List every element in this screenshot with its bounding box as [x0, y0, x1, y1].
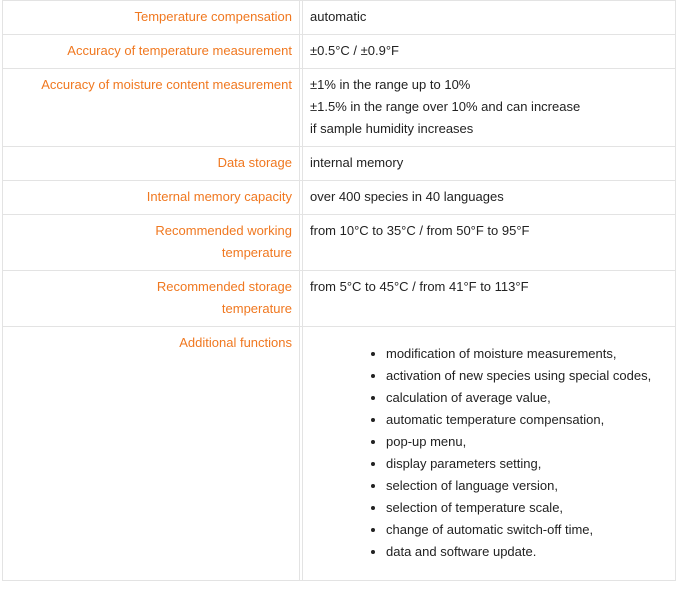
list-item: • data and software update. — [386, 541, 668, 563]
spec-row-additional-functions — [3, 327, 676, 581]
spec-row-working-temperature — [3, 215, 676, 271]
spec-value-line: internal memory — [310, 155, 404, 170]
spec-value — [303, 181, 676, 215]
spec-row-memory-capacity — [3, 181, 676, 215]
list-item: • calculation of average value, — [386, 387, 668, 409]
spec-label — [3, 271, 300, 327]
spec-value-line: from 10°C to 35°C / from 50°F to 95°F — [310, 223, 530, 238]
spec-label: Accuracy of moisture content measurement — [3, 69, 300, 147]
spec-value — [303, 1, 676, 35]
spec-label — [3, 215, 300, 271]
spec-label-text: Recommended working temperature — [155, 223, 292, 260]
spec-value — [303, 35, 676, 69]
list-item: • pop-up menu, — [386, 431, 668, 453]
functions-list — [310, 343, 668, 563]
spec-label: Additional functions — [3, 327, 300, 581]
list-item: • activation of new species using special codes, — [386, 365, 668, 387]
list-item: • display parameters setting, — [386, 453, 668, 475]
spec-row-moisture-accuracy — [3, 69, 676, 147]
spec-value — [303, 215, 676, 271]
spec-value-line: from 5°C to 45°C / from 41°F to 113°F — [310, 279, 529, 294]
spec-value — [303, 327, 676, 581]
list-item: • change of automatic switch-off time, — [386, 519, 668, 541]
list-item: • modification of moisture measurements, — [386, 343, 668, 365]
spec-row-storage-temperature — [3, 271, 676, 327]
spec-label: Data storage — [3, 147, 300, 181]
spec-value-line: automatic — [310, 9, 367, 24]
spec-value — [303, 271, 676, 327]
spec-label-text: Recommended storage temperature — [156, 279, 292, 316]
spec-label: Temperature compensation — [3, 1, 300, 35]
spec-value — [303, 147, 676, 181]
spec-label: Internal memory capacity — [3, 181, 300, 215]
spec-label: Accuracy of temperature measurement — [3, 35, 300, 69]
spec-row-temperature-accuracy — [3, 35, 676, 69]
spec-value-line: if sample humidity increases — [310, 121, 474, 136]
list-item: • selection of temperature scale, — [386, 497, 668, 519]
spec-row-temperature-compensation — [3, 1, 676, 35]
spec-value-line: ±1.5% in the range over 10% and can increase — [310, 99, 581, 114]
specifications-table — [2, 0, 676, 581]
list-item: • automatic temperature compensation, — [386, 409, 668, 431]
spec-value — [303, 69, 676, 147]
spec-value-line: ±0.5°C / ±0.9°F — [310, 43, 399, 58]
spec-value-line: ±1% in the range up to 10% — [310, 77, 471, 92]
spec-value-line: over 400 species in 40 languages — [310, 189, 504, 204]
list-item: • selection of language version, — [386, 475, 668, 497]
spec-row-data-storage — [3, 147, 676, 181]
